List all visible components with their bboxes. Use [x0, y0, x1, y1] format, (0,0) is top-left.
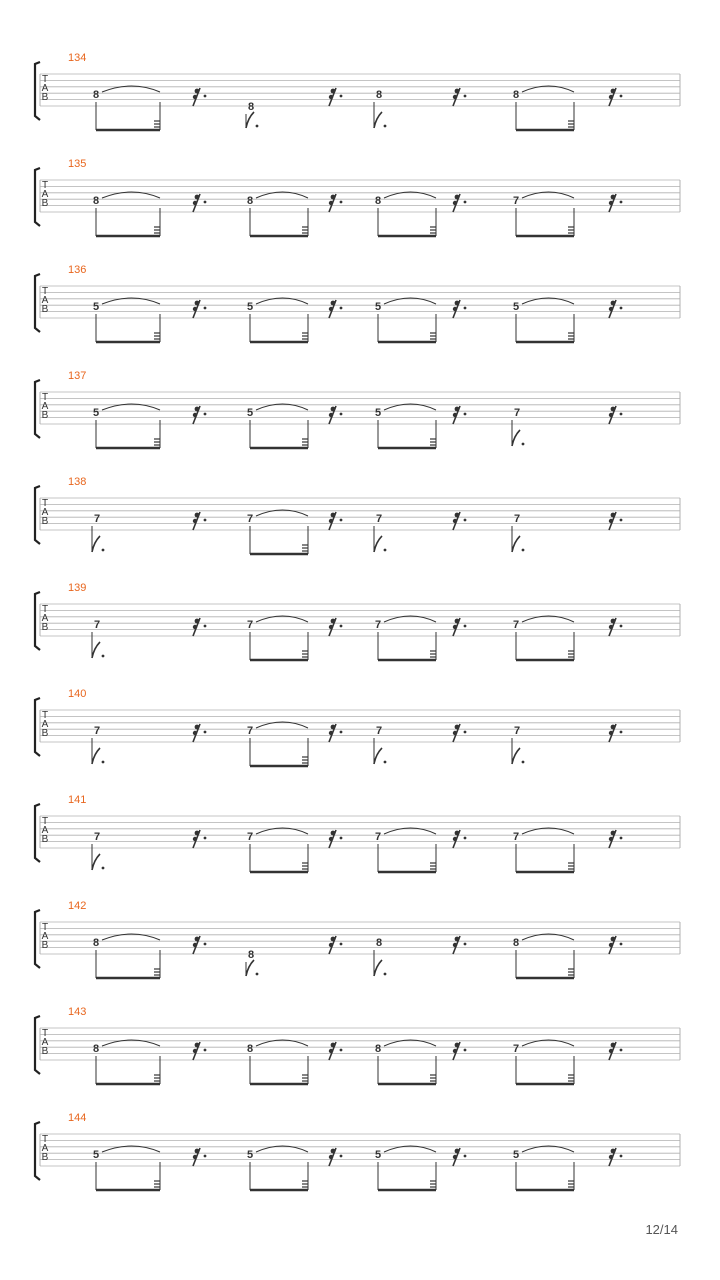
- fret-number: 7: [512, 195, 520, 207]
- note-flag: [374, 960, 382, 976]
- rest-dot-head: [455, 89, 460, 94]
- tab-clef-letter: T: [41, 604, 49, 615]
- rest-dot: [340, 413, 343, 416]
- rest-dot: [620, 837, 623, 840]
- fret-number: 8: [375, 89, 383, 101]
- rest-dot-head: [611, 1149, 616, 1154]
- tab-clef-letter: T: [41, 286, 49, 297]
- rest-dot: [620, 625, 623, 628]
- rest-dot-head: [453, 413, 457, 417]
- rest-dot: [620, 95, 623, 98]
- fret-number: 8: [92, 1043, 100, 1055]
- rest-dot-head: [455, 1043, 460, 1048]
- rest-dot-head: [193, 625, 197, 629]
- tab-system: [35, 794, 680, 872]
- system-brace: [35, 592, 40, 650]
- fret-number: 8: [247, 949, 255, 961]
- fret-number: 5: [92, 1149, 100, 1161]
- rest-dot-head: [455, 513, 460, 518]
- dot: [384, 549, 387, 552]
- dot: [384, 761, 387, 764]
- rest-dot-head: [329, 95, 333, 99]
- rest-dot: [204, 413, 207, 416]
- tab-clef-letter: T: [41, 1134, 49, 1145]
- note-flag: [512, 536, 520, 552]
- fret-number: 7: [375, 513, 383, 525]
- fret-number: 7: [512, 619, 520, 631]
- rest-dot-head: [331, 1043, 336, 1048]
- fret-number: 5: [246, 407, 254, 419]
- tab-clef-letter: B: [41, 728, 49, 739]
- system-brace: [35, 380, 40, 438]
- rest-dot-head: [329, 307, 333, 311]
- note-flag: [92, 854, 100, 870]
- rest-dot-head: [329, 519, 333, 523]
- rest-dot-head: [329, 731, 333, 735]
- rest-dot: [340, 943, 343, 946]
- measure-number: 139: [68, 582, 87, 594]
- rest-dot-head: [611, 89, 616, 94]
- rest-dot-head: [195, 301, 200, 306]
- rest-dot-head: [453, 837, 457, 841]
- rest-dot-head: [329, 943, 333, 947]
- tab-clef-letter: B: [41, 834, 49, 845]
- system-brace: [35, 168, 40, 226]
- tab-clef-letter: B: [41, 516, 49, 527]
- rest-dot-head: [331, 619, 336, 624]
- rest-dot-head: [331, 89, 336, 94]
- rest-dot-head: [331, 831, 336, 836]
- fret-number: 8: [374, 195, 382, 207]
- rest-dot-head: [609, 519, 613, 523]
- rest-dot-head: [453, 519, 457, 523]
- note-flag: [512, 748, 520, 764]
- system-brace: [35, 62, 40, 120]
- fret-number: 5: [246, 1149, 254, 1161]
- rest-dot: [204, 1155, 207, 1158]
- rest-dot-head: [455, 831, 460, 836]
- system-brace: [35, 910, 40, 968]
- dot: [522, 761, 525, 764]
- rest-dot: [464, 731, 467, 734]
- fret-number: 7: [374, 619, 382, 631]
- rest-dot: [620, 1049, 623, 1052]
- rest-dot-head: [609, 95, 613, 99]
- rest-dot-head: [609, 625, 613, 629]
- fret-number: 7: [374, 831, 382, 843]
- fret-number: 7: [93, 725, 101, 737]
- rest-dot-head: [195, 937, 200, 942]
- dot: [102, 655, 105, 658]
- rest-dot-head: [453, 1049, 457, 1053]
- rest-dot-head: [193, 201, 197, 205]
- rest-dot: [204, 625, 207, 628]
- rest-dot-head: [193, 413, 197, 417]
- rest-dot: [620, 413, 623, 416]
- rest-dot-head: [331, 725, 336, 730]
- tab-system: [35, 264, 680, 342]
- rest-dot-head: [609, 1155, 613, 1159]
- rest-dot-head: [453, 625, 457, 629]
- fret-number: 5: [246, 301, 254, 313]
- fret-number: 8: [246, 195, 254, 207]
- rest-dot-head: [193, 95, 197, 99]
- tab-clef-letter: T: [41, 498, 49, 509]
- rest-dot-head: [453, 95, 457, 99]
- rest-dot-head: [611, 301, 616, 306]
- rest-dot: [464, 95, 467, 98]
- fret-number: 7: [246, 831, 254, 843]
- tab-clef-letter: A: [41, 83, 49, 94]
- fret-number: 7: [513, 725, 521, 737]
- system-brace: [35, 1122, 40, 1180]
- tab-clef-letter: T: [41, 922, 49, 933]
- fret-number: 7: [93, 831, 101, 843]
- rest-dot-head: [455, 937, 460, 942]
- rest-dot-head: [609, 731, 613, 735]
- note-flag: [374, 748, 382, 764]
- rest-dot: [464, 201, 467, 204]
- dot: [102, 867, 105, 870]
- rest-dot-head: [195, 513, 200, 518]
- rest-dot: [340, 837, 343, 840]
- rest-dot: [340, 201, 343, 204]
- tab-clef-letter: T: [41, 180, 49, 191]
- rest-dot-head: [329, 625, 333, 629]
- rest-dot-head: [609, 943, 613, 947]
- rest-dot: [204, 95, 207, 98]
- tab-system: [35, 688, 680, 766]
- dot: [256, 973, 259, 976]
- rest-dot-head: [611, 195, 616, 200]
- rest-dot: [340, 1049, 343, 1052]
- fret-number: 7: [246, 725, 254, 737]
- tab-clef-letter: A: [41, 1037, 49, 1048]
- rest-dot-head: [609, 1049, 613, 1053]
- rest-dot-head: [329, 201, 333, 205]
- rest-dot: [340, 519, 343, 522]
- rest-dot-head: [193, 731, 197, 735]
- fret-number: 8: [247, 101, 255, 113]
- tab-system: [35, 52, 680, 130]
- rest-dot: [340, 731, 343, 734]
- measure-number: 136: [68, 264, 87, 276]
- tab-clef-letter: A: [41, 931, 49, 942]
- tab-clef-letter: B: [41, 940, 49, 951]
- fret-number: 7: [246, 619, 254, 631]
- rest-dot-head: [195, 1149, 200, 1154]
- rest-dot-head: [609, 837, 613, 841]
- note-flag: [92, 536, 100, 552]
- tab-clef-letter: B: [41, 1152, 49, 1163]
- tab-clef-letter: T: [41, 74, 49, 85]
- rest-dot-head: [455, 301, 460, 306]
- system-brace: [35, 1016, 40, 1074]
- system-brace: [35, 698, 40, 756]
- rest-dot-head: [193, 837, 197, 841]
- rest-dot: [620, 731, 623, 734]
- system-brace: [35, 274, 40, 332]
- rest-dot-head: [611, 1043, 616, 1048]
- rest-dot-head: [195, 619, 200, 624]
- tab-system: [35, 158, 680, 236]
- measure-number: 137: [68, 370, 87, 382]
- fret-number: 8: [512, 89, 520, 101]
- fret-number: 7: [93, 619, 101, 631]
- tab-clef-letter: A: [41, 507, 49, 518]
- rest-dot-head: [329, 1155, 333, 1159]
- tab-clef-letter: A: [41, 295, 49, 306]
- tab-clef-letter: T: [41, 392, 49, 403]
- rest-dot: [340, 95, 343, 98]
- rest-dot-head: [331, 937, 336, 942]
- fret-number: 5: [512, 1149, 520, 1161]
- tab-clef-letter: A: [41, 613, 49, 624]
- rest-dot-head: [329, 413, 333, 417]
- rest-dot-head: [329, 1049, 333, 1053]
- measure-number: 138: [68, 476, 87, 488]
- rest-dot-head: [453, 307, 457, 311]
- rest-dot: [464, 519, 467, 522]
- rest-dot-head: [611, 407, 616, 412]
- fret-number: 7: [513, 513, 521, 525]
- dot: [522, 549, 525, 552]
- fret-number: 7: [512, 831, 520, 843]
- tab-system: [35, 900, 680, 978]
- rest-dot-head: [611, 831, 616, 836]
- measure-number: 135: [68, 158, 87, 170]
- rest-dot-head: [331, 1149, 336, 1154]
- rest-dot-head: [195, 89, 200, 94]
- rest-dot-head: [453, 731, 457, 735]
- system-brace: [35, 804, 40, 862]
- rest-dot: [620, 943, 623, 946]
- rest-dot-head: [195, 1043, 200, 1048]
- rest-dot-head: [331, 513, 336, 518]
- measure-number: 141: [68, 794, 87, 806]
- fret-number: 5: [374, 301, 382, 313]
- dot: [102, 761, 105, 764]
- rest-dot-head: [193, 1049, 197, 1053]
- fret-number: 8: [375, 937, 383, 949]
- rest-dot-head: [195, 831, 200, 836]
- rest-dot: [464, 625, 467, 628]
- rest-dot: [464, 307, 467, 310]
- tab-clef-letter: B: [41, 1046, 49, 1057]
- rest-dot: [620, 1155, 623, 1158]
- note-flag: [92, 642, 100, 658]
- rest-dot: [620, 519, 623, 522]
- rest-dot-head: [193, 1155, 197, 1159]
- rest-dot-head: [453, 1155, 457, 1159]
- dot: [384, 125, 387, 128]
- tab-clef-letter: A: [41, 189, 49, 200]
- rest-dot: [204, 1049, 207, 1052]
- rest-dot-head: [193, 943, 197, 947]
- rest-dot: [620, 201, 623, 204]
- tab-clef-letter: A: [41, 1143, 49, 1154]
- rest-dot-head: [611, 619, 616, 624]
- fret-number: 5: [92, 301, 100, 313]
- note-flag: [246, 960, 254, 976]
- dot: [102, 549, 105, 552]
- rest-dot-head: [611, 513, 616, 518]
- tab-clef-letter: A: [41, 401, 49, 412]
- fret-number: 8: [512, 937, 520, 949]
- rest-dot-head: [329, 837, 333, 841]
- rest-dot-head: [331, 407, 336, 412]
- tab-system: [35, 1112, 680, 1190]
- rest-dot: [204, 201, 207, 204]
- rest-dot-head: [455, 725, 460, 730]
- rest-dot: [204, 837, 207, 840]
- rest-dot-head: [195, 195, 200, 200]
- tab-clef-letter: T: [41, 1028, 49, 1039]
- rest-dot-head: [453, 943, 457, 947]
- tab-clef-letter: A: [41, 825, 49, 836]
- tab-clef-letter: B: [41, 622, 49, 633]
- note-flag: [246, 112, 254, 128]
- fret-number: 8: [374, 1043, 382, 1055]
- system-brace: [35, 486, 40, 544]
- rest-dot: [464, 943, 467, 946]
- rest-dot-head: [455, 619, 460, 624]
- fret-number: 8: [92, 937, 100, 949]
- fret-number: 7: [512, 1043, 520, 1055]
- fret-number: 7: [93, 513, 101, 525]
- rest-dot-head: [611, 725, 616, 730]
- fret-number: 8: [92, 195, 100, 207]
- measure-number: 143: [68, 1006, 87, 1018]
- rest-dot-head: [453, 201, 457, 205]
- rest-dot-head: [455, 1149, 460, 1154]
- measure-number: 144: [68, 1112, 87, 1124]
- rest-dot: [204, 731, 207, 734]
- rest-dot: [340, 625, 343, 628]
- rest-dot-head: [331, 301, 336, 306]
- rest-dot: [464, 837, 467, 840]
- note-flag: [374, 112, 382, 128]
- tab-clef-letter: T: [41, 710, 49, 721]
- tab-system: [35, 476, 680, 554]
- note-flag: [92, 748, 100, 764]
- rest-dot: [340, 307, 343, 310]
- rest-dot-head: [195, 407, 200, 412]
- tab-system: [35, 582, 680, 660]
- tab-clef-letter: T: [41, 816, 49, 827]
- page-number: 12/14: [645, 1222, 678, 1237]
- rest-dot: [464, 413, 467, 416]
- rest-dot-head: [455, 407, 460, 412]
- fret-number: 5: [92, 407, 100, 419]
- dot: [256, 125, 259, 128]
- tab-clef-letter: B: [41, 92, 49, 103]
- tab-system: [35, 1006, 680, 1084]
- dot: [384, 973, 387, 976]
- rest-dot-head: [455, 195, 460, 200]
- fret-number: 5: [374, 1149, 382, 1161]
- measure-number: 134: [68, 52, 87, 64]
- rest-dot: [204, 943, 207, 946]
- rest-dot: [204, 307, 207, 310]
- measure-number: 142: [68, 900, 87, 912]
- tab-clef-letter: B: [41, 304, 49, 315]
- tab-system: [35, 370, 680, 448]
- rest-dot: [204, 519, 207, 522]
- rest-dot-head: [609, 307, 613, 311]
- rest-dot-head: [195, 725, 200, 730]
- tab-clef-letter: A: [41, 719, 49, 730]
- tab-clef-letter: B: [41, 410, 49, 421]
- fret-number: 7: [513, 407, 521, 419]
- fret-number: 7: [375, 725, 383, 737]
- rest-dot: [464, 1049, 467, 1052]
- fret-number: 7: [246, 513, 254, 525]
- rest-dot: [464, 1155, 467, 1158]
- fret-number: 8: [246, 1043, 254, 1055]
- fret-number: 5: [374, 407, 382, 419]
- rest-dot-head: [609, 201, 613, 205]
- fret-number: 5: [512, 301, 520, 313]
- tab-clef-letter: B: [41, 198, 49, 209]
- note-flag: [374, 536, 382, 552]
- rest-dot-head: [193, 307, 197, 311]
- dot: [522, 443, 525, 446]
- fret-number: 8: [92, 89, 100, 101]
- rest-dot: [340, 1155, 343, 1158]
- note-flag: [512, 430, 520, 446]
- rest-dot-head: [331, 195, 336, 200]
- measure-number: 140: [68, 688, 87, 700]
- rest-dot-head: [193, 519, 197, 523]
- rest-dot: [620, 307, 623, 310]
- rest-dot-head: [609, 413, 613, 417]
- rest-dot-head: [611, 937, 616, 942]
